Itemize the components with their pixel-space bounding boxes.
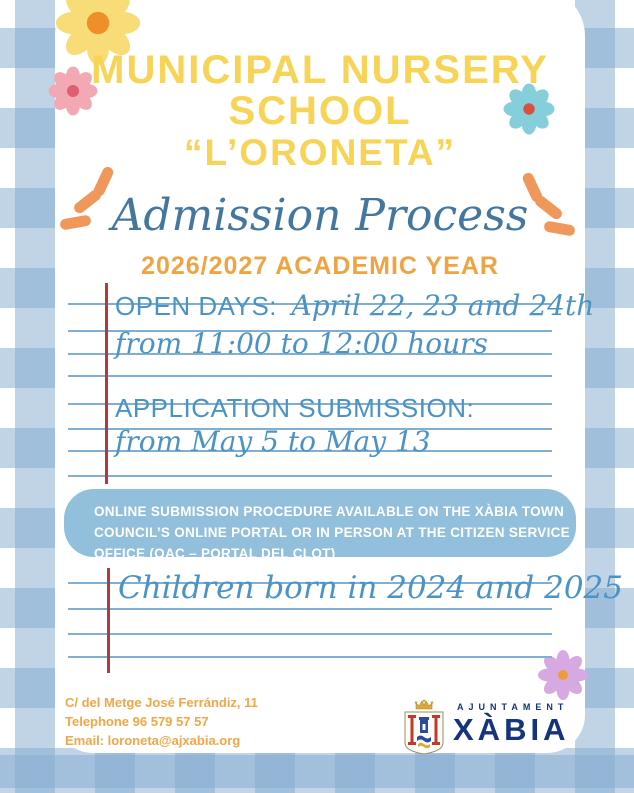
- contact-email: Email: loroneta@ajxabia.org: [65, 733, 241, 748]
- section-open-days: [68, 283, 595, 387]
- contact-address: C/ del Metge José Ferrándiz, 11: [65, 695, 258, 710]
- open-days-label: OPEN DAYS:: [115, 291, 278, 321]
- online-submission-notice: [64, 489, 576, 561]
- gingham-bottom-band: [0, 755, 634, 793]
- contact-info: [65, 693, 258, 750]
- open-days-hours: from 11:00 to 12:00 hours: [115, 327, 488, 360]
- open-days-dates: April 22, 23 and 24th: [291, 289, 595, 322]
- notebook-margin-line: [107, 568, 110, 673]
- town-hall-logo: [404, 699, 569, 755]
- title-line-1: MUNICIPAL NURSERY: [91, 48, 549, 92]
- notebook-rule: [68, 633, 552, 635]
- notebook-rule: [68, 475, 552, 477]
- notice-line-3: OFFICE (OAC – PORTAL DEL CLOT): [94, 546, 336, 561]
- logo-org-label: AJUNTAMENT: [457, 702, 569, 712]
- notice-line-2: COUNCIL’S ONLINE PORTAL OR IN PERSON AT THE CITIZEN SERVICE: [94, 525, 570, 540]
- notice-line-1: ONLINE SUBMISSION PROCEDURE AVAILABLE ON THE XÀBIA TOWN: [94, 504, 565, 519]
- academic-year: 2026/2027 ACADEMIC YEAR: [141, 252, 499, 280]
- notebook-rule: [68, 375, 552, 377]
- logo-town-name: XÀBIA: [453, 712, 570, 747]
- town-crest-icon: [404, 699, 444, 755]
- title-line-2: SCHOOL: [228, 89, 412, 133]
- notebook-rule: [68, 608, 552, 610]
- eligibility-text: Children born in 2024 and 2025: [118, 570, 624, 606]
- notebook-rule: [68, 656, 552, 658]
- contact-telephone: Telephone 96 579 57 57: [65, 714, 209, 729]
- notebook-margin-line: [105, 384, 108, 484]
- poster-title: [55, 50, 585, 173]
- section-application-submission: [68, 390, 552, 482]
- title-line-3: “L’ORONETA”: [183, 132, 457, 173]
- application-dates: from May 5 to May 13: [115, 425, 431, 458]
- notebook-margin-line: [105, 283, 108, 387]
- application-label: APPLICATION SUBMISSION:: [115, 393, 475, 423]
- section-eligibility: [68, 568, 624, 672]
- subtitle-admission-process: Admission Process: [111, 190, 529, 241]
